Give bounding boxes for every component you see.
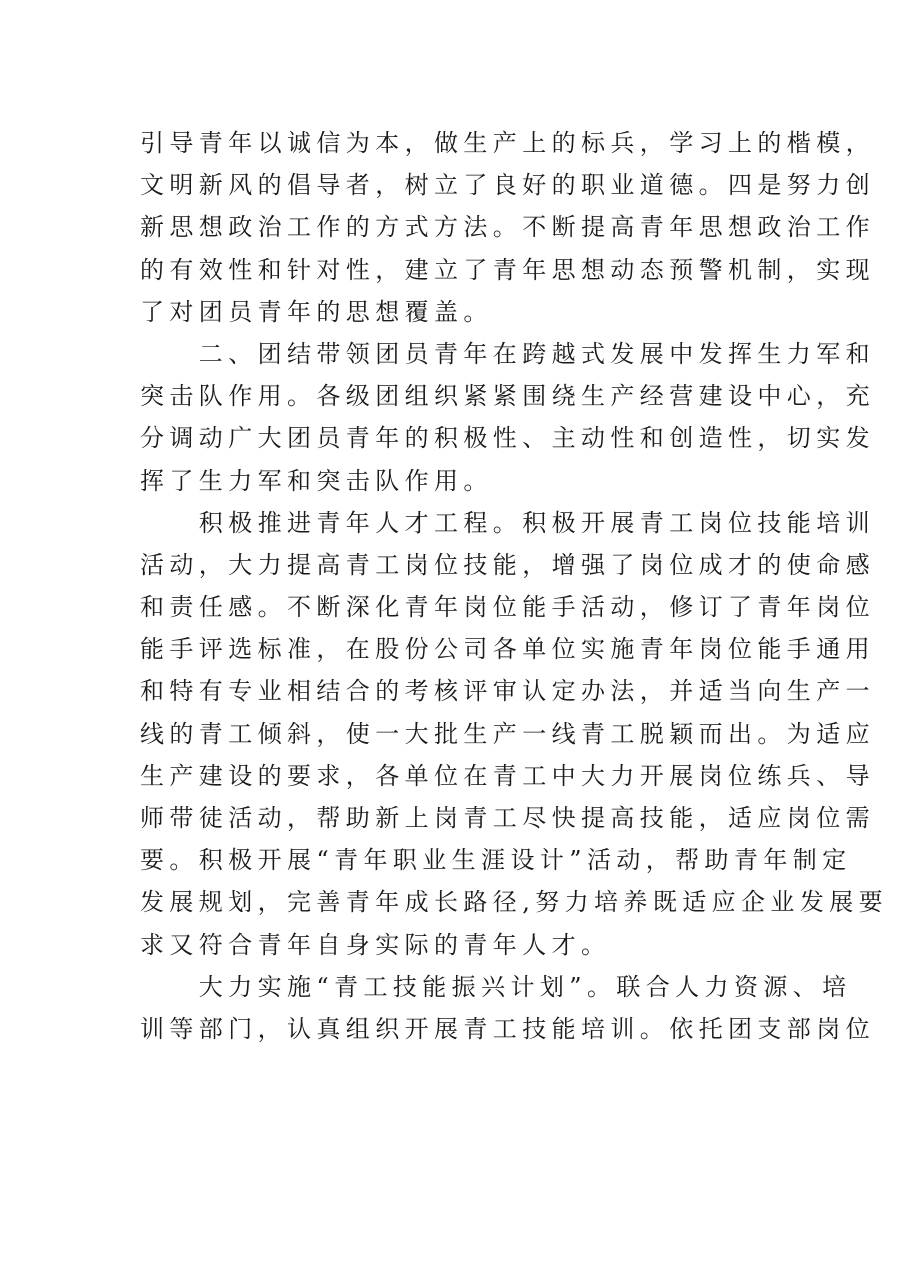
text-line: 二、团结带领团员青年在跨越式发展中发挥生力军和	[140, 339, 875, 368]
text-line: 训等部门，认真组织开展青工技能培训。依托团支部岗位	[140, 1014, 875, 1043]
text-line: 积极推进青年人才工程。积极开展青工岗位技能培训	[140, 508, 875, 537]
text-line: 生产建设的要求，各单位在青工中大力开展岗位练兵、导	[140, 761, 875, 790]
text-line: 文明新风的倡导者，树立了良好的职业道德。四是努力创	[140, 171, 875, 200]
text-line: 和责任感。不断深化青年岗位能手活动，修订了青年岗位	[140, 593, 875, 622]
text-line: 和特有专业相结合的考核评审认定办法，并适当向生产一	[140, 677, 875, 706]
text-line: 求又符合青年自身实际的青年人才。	[140, 930, 611, 959]
text-line: 的有效性和针对性，建立了青年思想动态预警机制，实现	[140, 255, 875, 284]
text-line: 能手评选标准，在股份公司各单位实施青年岗位能手通用	[140, 635, 875, 664]
document-body	[140, 122, 889, 1050]
text-line: 活动，大力提高青工岗位技能，增强了岗位成才的使命感	[140, 550, 875, 579]
text-line: 突击队作用。各级团组织紧紧围绕生产经营建设中心，充	[140, 382, 875, 411]
text-line: 新思想政治工作的方式方法。不断提高青年思想政治工作	[140, 213, 875, 242]
text-line: 了对团员青年的思想覆盖。	[140, 297, 493, 326]
text-line: 发展规划，完善青年成长路径,努力培养既适应企业发展要	[140, 888, 889, 917]
text-line: 挥了生力军和突击队作用。	[140, 466, 493, 495]
text-line: 分调动广大团员青年的积极性、主动性和创造性，切实发	[140, 424, 875, 453]
text-line: 大力实施“青工技能振兴计划”。联合人力资源、培	[140, 972, 852, 1001]
text-line: 引导青年以诚信为本，做生产上的标兵，学习上的楷模，	[140, 129, 875, 157]
text-line: 要。积极开展“青年职业生涯设计”活动，帮助青年制定	[140, 846, 852, 875]
text-line: 线的青工倾斜，使一大批生产一线青工脱颖而出。为适应	[140, 719, 875, 748]
text-line: 师带徒活动，帮助新上岗青工尽快提高技能，适应岗位需	[140, 804, 875, 832]
